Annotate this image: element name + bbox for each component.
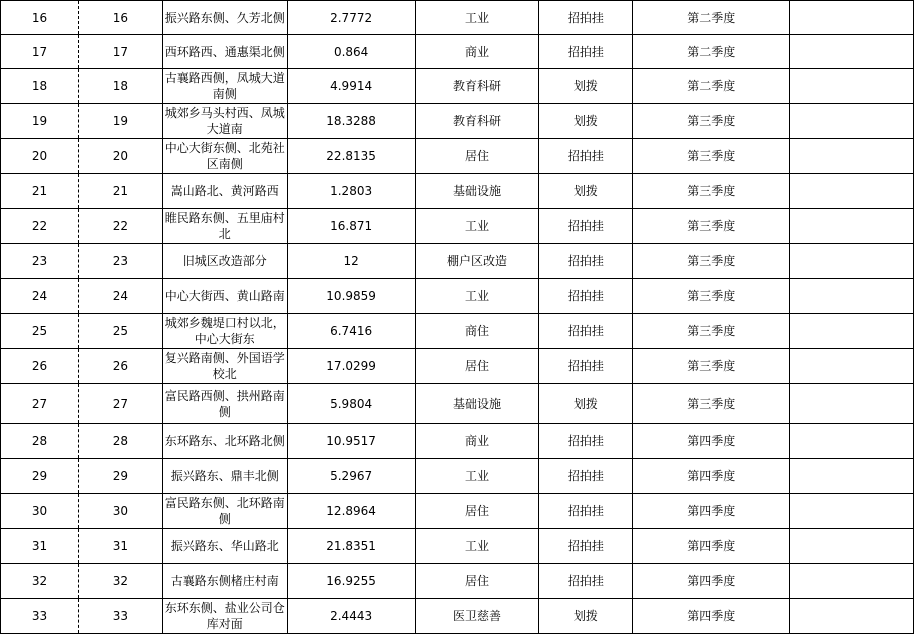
quarter-cell: 第三季度 xyxy=(633,349,790,384)
supply-method-cell: 划拨 xyxy=(539,104,633,139)
supply-method-cell: 招拍挂 xyxy=(539,314,633,349)
supply-method-cell: 招拍挂 xyxy=(539,459,633,494)
note-cell xyxy=(790,1,914,35)
table-row xyxy=(1,35,914,69)
number-cell: 17 xyxy=(78,35,162,69)
seq-cell: 20 xyxy=(1,139,79,174)
note-cell xyxy=(790,384,914,424)
quarter-cell: 第二季度 xyxy=(633,35,790,69)
supply-method-cell: 划拨 xyxy=(539,69,633,104)
seq-cell: 31 xyxy=(1,529,79,564)
note-cell xyxy=(790,599,914,634)
seq-cell: 18 xyxy=(1,69,79,104)
table-row xyxy=(1,174,914,209)
area-cell: 16.871 xyxy=(287,209,415,244)
note-cell xyxy=(790,314,914,349)
number-cell: 32 xyxy=(78,564,162,599)
location-cell: 嵩山路北、黄河路西 xyxy=(162,174,287,209)
supply-method-cell: 招拍挂 xyxy=(539,564,633,599)
location-cell: 城郊乡魏堤口村以北，中心大街东 xyxy=(162,314,287,349)
quarter-cell: 第三季度 xyxy=(633,104,790,139)
quarter-cell: 第四季度 xyxy=(633,599,790,634)
note-cell xyxy=(790,244,914,279)
seq-cell: 22 xyxy=(1,209,79,244)
seq-cell: 30 xyxy=(1,494,79,529)
table-row xyxy=(1,424,914,459)
area-cell: 6.7416 xyxy=(287,314,415,349)
land-use-cell: 居住 xyxy=(415,349,539,384)
seq-cell: 32 xyxy=(1,564,79,599)
number-cell: 23 xyxy=(78,244,162,279)
number-cell: 16 xyxy=(78,1,162,35)
seq-cell: 24 xyxy=(1,279,79,314)
note-cell xyxy=(790,69,914,104)
number-cell: 30 xyxy=(78,494,162,529)
number-cell: 26 xyxy=(78,349,162,384)
table-row xyxy=(1,139,914,174)
quarter-cell: 第三季度 xyxy=(633,279,790,314)
number-cell: 24 xyxy=(78,279,162,314)
note-cell xyxy=(790,424,914,459)
table-row xyxy=(1,314,914,349)
quarter-cell: 第二季度 xyxy=(633,1,790,35)
location-cell: 西环路西、通惠渠北侧 xyxy=(162,35,287,69)
seq-cell: 26 xyxy=(1,349,79,384)
number-cell: 25 xyxy=(78,314,162,349)
land-use-cell: 基础设施 xyxy=(415,174,539,209)
supply-method-cell: 招拍挂 xyxy=(539,529,633,564)
area-cell: 2.7772 xyxy=(287,1,415,35)
supply-method-cell: 招拍挂 xyxy=(539,349,633,384)
quarter-cell: 第四季度 xyxy=(633,564,790,599)
table-row xyxy=(1,349,914,384)
supply-method-cell: 招拍挂 xyxy=(539,35,633,69)
area-cell: 18.3288 xyxy=(287,104,415,139)
seq-cell: 23 xyxy=(1,244,79,279)
number-cell: 19 xyxy=(78,104,162,139)
note-cell xyxy=(790,209,914,244)
location-cell: 富民路东侧、北环路南侧 xyxy=(162,494,287,529)
note-cell xyxy=(790,459,914,494)
location-cell: 睢民路东侧、五里庙村北 xyxy=(162,209,287,244)
supply-method-cell: 招拍挂 xyxy=(539,244,633,279)
land-use-cell: 工业 xyxy=(415,209,539,244)
table-row xyxy=(1,1,914,35)
quarter-cell: 第三季度 xyxy=(633,139,790,174)
area-cell: 12.8964 xyxy=(287,494,415,529)
table-row xyxy=(1,279,914,314)
note-cell xyxy=(790,174,914,209)
supply-method-cell: 划拨 xyxy=(539,599,633,634)
area-cell: 1.2803 xyxy=(287,174,415,209)
note-cell xyxy=(790,35,914,69)
location-cell: 东环东侧、盐业公司仓库对面 xyxy=(162,599,287,634)
land-use-cell: 基础设施 xyxy=(415,384,539,424)
location-cell: 古襄路东侧楮庄村南 xyxy=(162,564,287,599)
location-cell: 振兴路东、鼎丰北侧 xyxy=(162,459,287,494)
quarter-cell: 第二季度 xyxy=(633,69,790,104)
land-use-cell: 工业 xyxy=(415,279,539,314)
table-row xyxy=(1,104,914,139)
table-row xyxy=(1,564,914,599)
area-cell: 0.864 xyxy=(287,35,415,69)
area-cell: 16.9255 xyxy=(287,564,415,599)
table-row xyxy=(1,599,914,634)
location-cell: 中心大街东侧、北苑社区南侧 xyxy=(162,139,287,174)
quarter-cell: 第三季度 xyxy=(633,174,790,209)
area-cell: 22.8135 xyxy=(287,139,415,174)
land-use-cell: 棚户区改造 xyxy=(415,244,539,279)
quarter-cell: 第四季度 xyxy=(633,494,790,529)
supply-method-cell: 招拍挂 xyxy=(539,424,633,459)
note-cell xyxy=(790,564,914,599)
table-row xyxy=(1,529,914,564)
location-cell: 复兴路南侧、外国语学校北 xyxy=(162,349,287,384)
table-row xyxy=(1,494,914,529)
area-cell: 17.0299 xyxy=(287,349,415,384)
location-cell: 古襄路西侧，凤城大道南侧 xyxy=(162,69,287,104)
seq-cell: 27 xyxy=(1,384,79,424)
land-use-cell: 居住 xyxy=(415,139,539,174)
location-cell: 中心大街西、黄山路南 xyxy=(162,279,287,314)
table-row xyxy=(1,69,914,104)
area-cell: 10.9517 xyxy=(287,424,415,459)
seq-cell: 33 xyxy=(1,599,79,634)
quarter-cell: 第三季度 xyxy=(633,314,790,349)
number-cell: 18 xyxy=(78,69,162,104)
number-cell: 31 xyxy=(78,529,162,564)
table-row xyxy=(1,244,914,279)
location-cell: 东环路东、北环路北侧 xyxy=(162,424,287,459)
location-cell: 富民路西侧、拱州路南侧 xyxy=(162,384,287,424)
area-cell: 21.8351 xyxy=(287,529,415,564)
number-cell: 20 xyxy=(78,139,162,174)
number-cell: 33 xyxy=(78,599,162,634)
seq-cell: 21 xyxy=(1,174,79,209)
seq-cell: 19 xyxy=(1,104,79,139)
supply-method-cell: 招拍挂 xyxy=(539,1,633,35)
land-use-cell: 医卫慈善 xyxy=(415,599,539,634)
quarter-cell: 第三季度 xyxy=(633,209,790,244)
note-cell xyxy=(790,104,914,139)
area-cell: 5.9804 xyxy=(287,384,415,424)
note-cell xyxy=(790,139,914,174)
number-cell: 29 xyxy=(78,459,162,494)
note-cell xyxy=(790,529,914,564)
area-cell: 5.2967 xyxy=(287,459,415,494)
number-cell: 21 xyxy=(78,174,162,209)
location-cell: 振兴路东侧、久芳北侧 xyxy=(162,1,287,35)
land-use-cell: 工业 xyxy=(415,1,539,35)
land-use-cell: 居住 xyxy=(415,494,539,529)
table-row xyxy=(1,384,914,424)
area-cell: 12 xyxy=(287,244,415,279)
table-row xyxy=(1,459,914,494)
quarter-cell: 第四季度 xyxy=(633,459,790,494)
table-body xyxy=(1,1,914,634)
land-use-cell: 商住 xyxy=(415,314,539,349)
supply-method-cell: 招拍挂 xyxy=(539,279,633,314)
supply-method-cell: 划拨 xyxy=(539,174,633,209)
land-use-cell: 教育科研 xyxy=(415,69,539,104)
note-cell xyxy=(790,494,914,529)
seq-cell: 25 xyxy=(1,314,79,349)
land-use-cell: 商业 xyxy=(415,424,539,459)
number-cell: 27 xyxy=(78,384,162,424)
supply-method-cell: 招拍挂 xyxy=(539,209,633,244)
land-use-cell: 教育科研 xyxy=(415,104,539,139)
seq-cell: 28 xyxy=(1,424,79,459)
location-cell: 振兴路东、华山路北 xyxy=(162,529,287,564)
area-cell: 10.9859 xyxy=(287,279,415,314)
land-use-cell: 居住 xyxy=(415,564,539,599)
note-cell xyxy=(790,349,914,384)
supply-method-cell: 招拍挂 xyxy=(539,494,633,529)
area-cell: 4.9914 xyxy=(287,69,415,104)
quarter-cell: 第四季度 xyxy=(633,529,790,564)
land-use-cell: 工业 xyxy=(415,459,539,494)
supply-method-cell: 招拍挂 xyxy=(539,139,633,174)
land-use-cell: 商业 xyxy=(415,35,539,69)
seq-cell: 16 xyxy=(1,1,79,35)
area-cell: 2.4443 xyxy=(287,599,415,634)
quarter-cell: 第三季度 xyxy=(633,244,790,279)
seq-cell: 17 xyxy=(1,35,79,69)
table-row xyxy=(1,209,914,244)
quarter-cell: 第三季度 xyxy=(633,384,790,424)
number-cell: 28 xyxy=(78,424,162,459)
number-cell: 22 xyxy=(78,209,162,244)
location-cell: 旧城区改造部分 xyxy=(162,244,287,279)
note-cell xyxy=(790,279,914,314)
seq-cell: 29 xyxy=(1,459,79,494)
land-use-cell: 工业 xyxy=(415,529,539,564)
location-cell: 城郊乡马头村西、凤城大道南 xyxy=(162,104,287,139)
quarter-cell: 第四季度 xyxy=(633,424,790,459)
supply-method-cell: 划拨 xyxy=(539,384,633,424)
